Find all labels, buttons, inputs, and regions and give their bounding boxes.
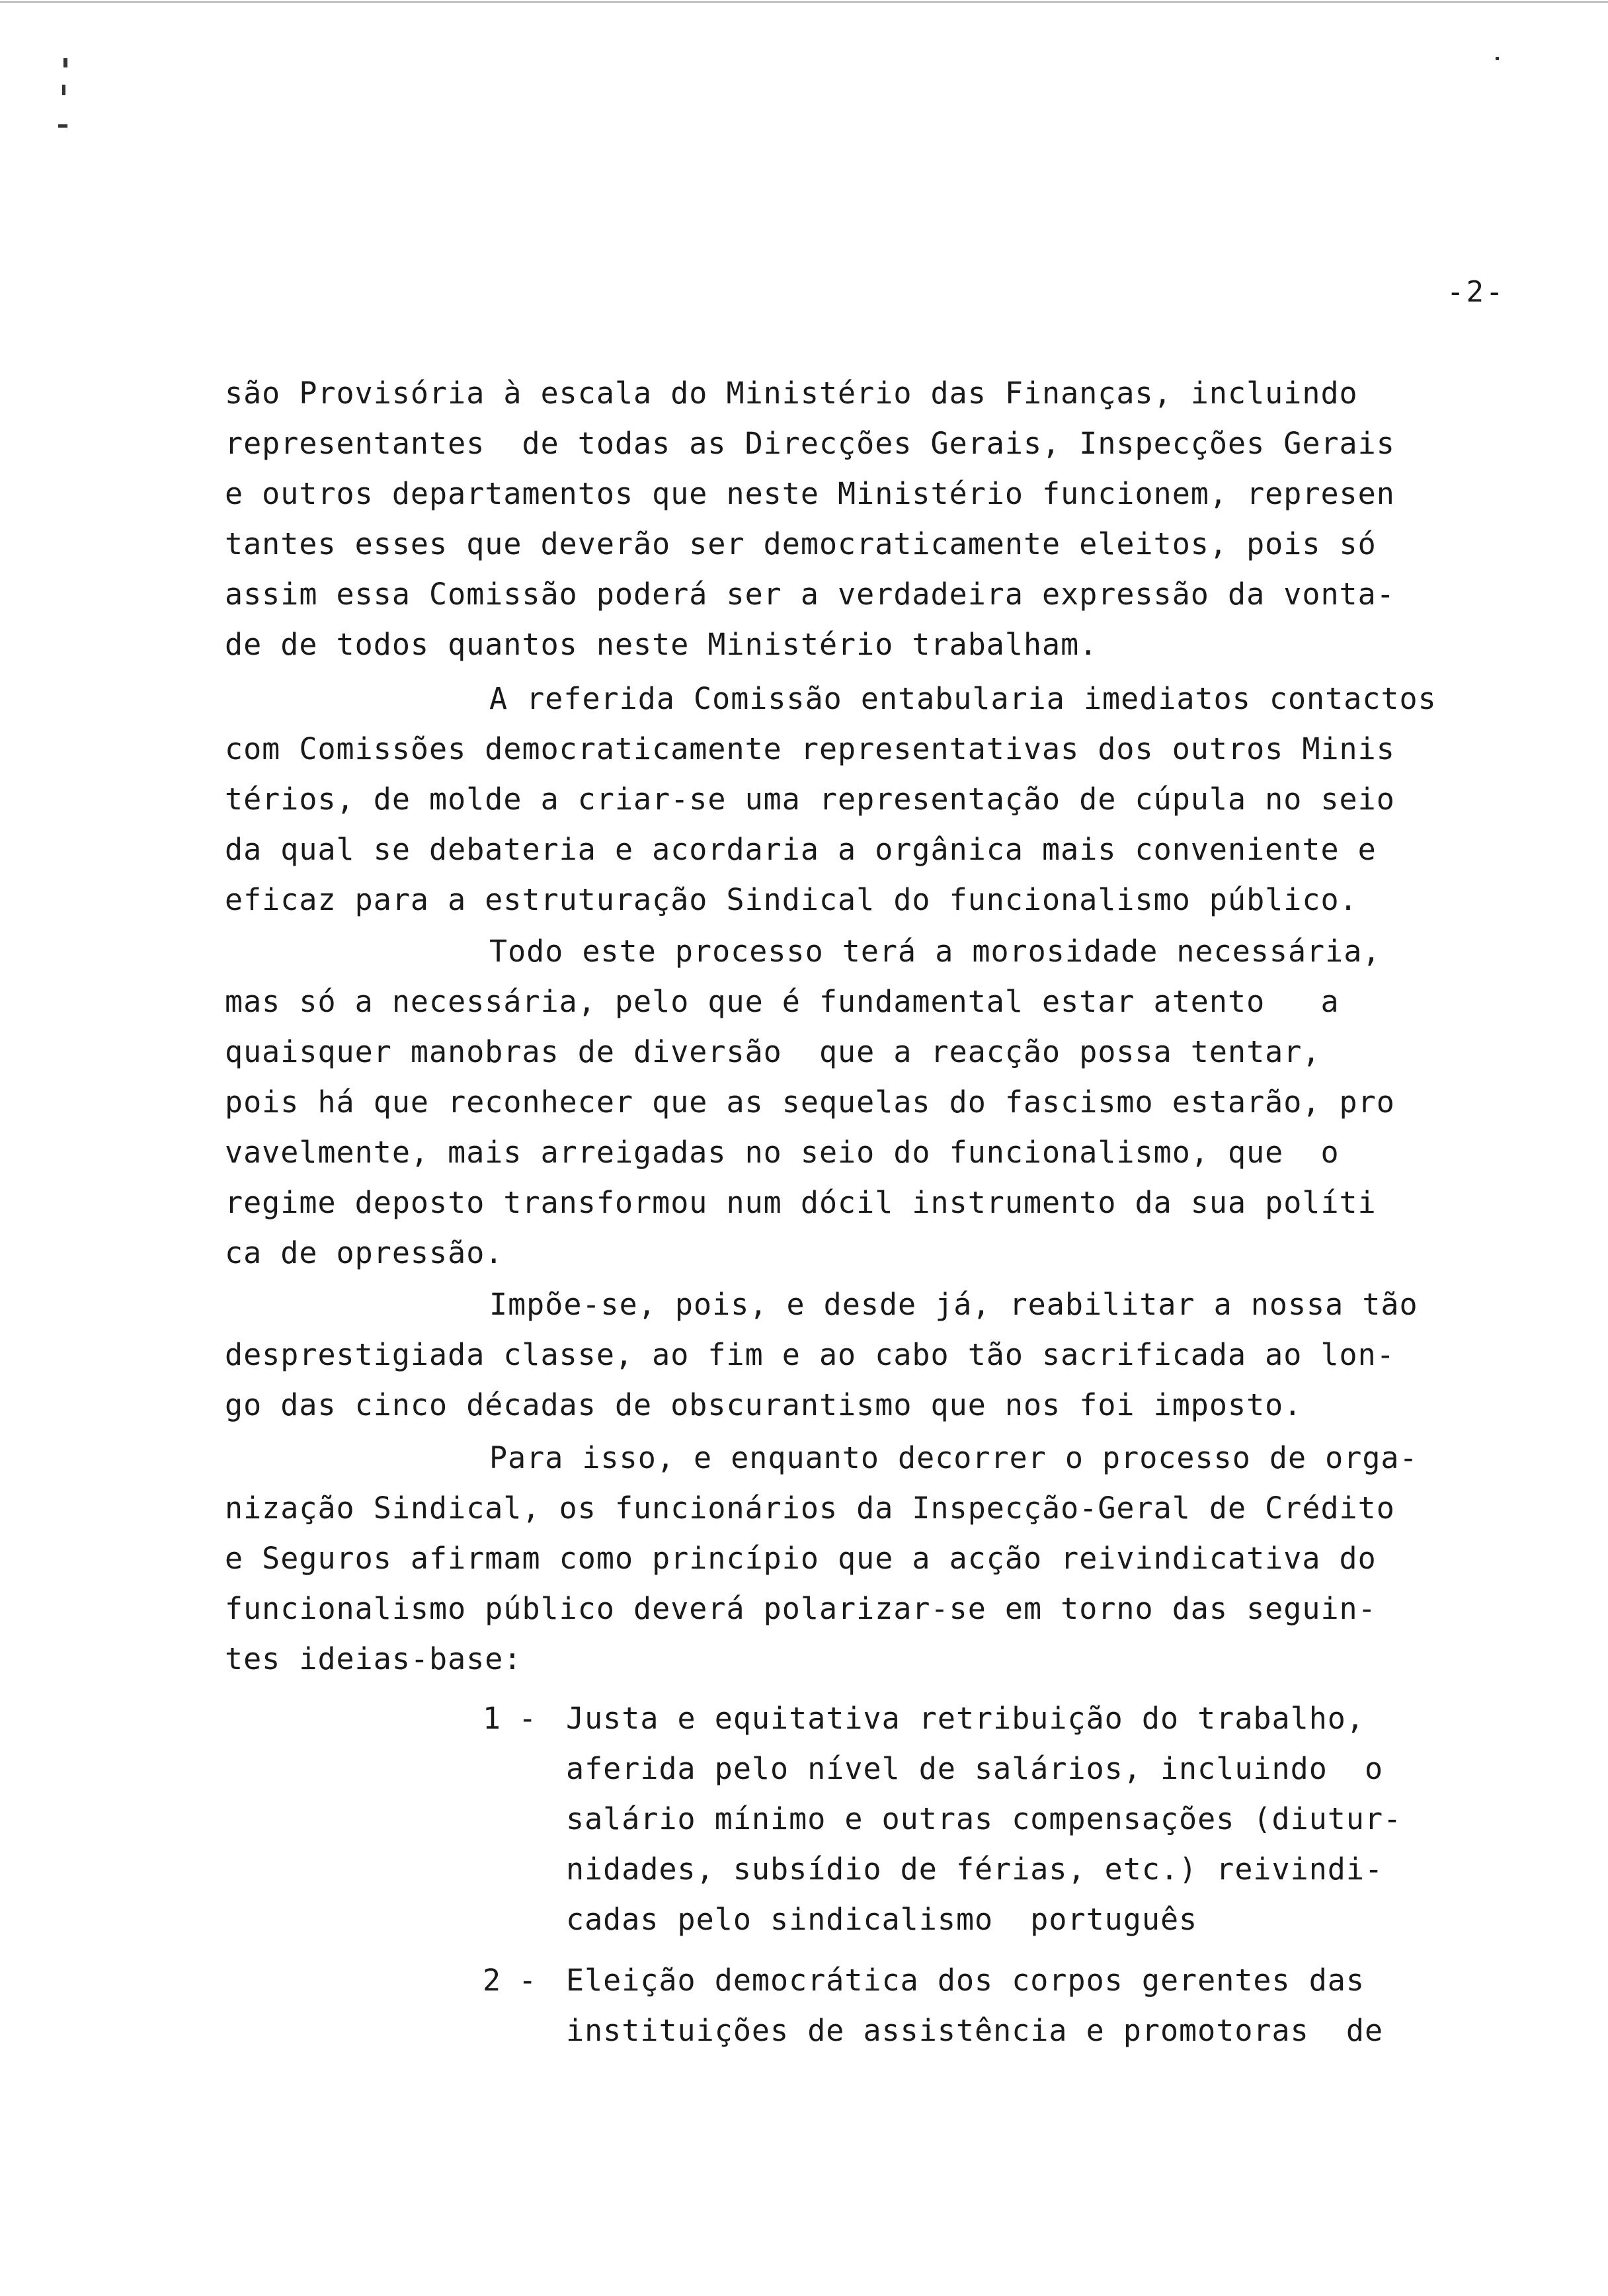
text-line: Justa e equitativa retribuição do trabalho, <box>566 1701 1365 1736</box>
list-item-number: 1 - <box>483 1701 537 1736</box>
text-line: Eleição democrática dos corpos gerentes das <box>566 1963 1365 1998</box>
text-line: instituições de assistência e promotoras de <box>566 2013 1384 2048</box>
page-number: -2- <box>1447 275 1506 309</box>
text-line: pois há que reconhecer que as sequelas do fascismo estarão, pro <box>225 1085 1395 1120</box>
text-line: A referida Comissão entabularia imediatos contactos <box>489 681 1437 716</box>
list-item-number: 2 - <box>483 1963 537 1998</box>
scan-mark <box>1496 57 1499 60</box>
text-line: tantes esses que deverão ser democraticamente eleitos, pois só <box>225 526 1377 561</box>
text-line: da qual se debateria e acordaria a orgânica mais conveniente e <box>225 832 1377 867</box>
scan-mark <box>62 85 65 95</box>
text-line: mas só a necessária, pelo que é fundamental estar atento a <box>225 984 1340 1019</box>
text-line: vavelmente, mais arreigadas no seio do funcionalismo, que o <box>225 1135 1340 1170</box>
text-line: e Seguros afirmam como princípio que a acção reivindicativa do <box>225 1541 1377 1576</box>
text-line: nidades, subsídio de férias, etc.) reivindi- <box>566 1852 1384 1887</box>
text-line: ca de opressão. <box>225 1235 504 1270</box>
text-line: regime deposto transformou num dócil instrumento da sua políti <box>225 1185 1377 1220</box>
text-line: Para isso, e enquanto decorrer o processo de orga- <box>489 1440 1418 1475</box>
text-line: go das cinco décadas de obscurantismo que nos foi imposto. <box>225 1387 1303 1422</box>
text-line: são Provisória à escala do Ministério das Finanças, incluindo <box>225 376 1358 411</box>
scan-mark <box>63 58 67 67</box>
text-line: aferida pelo nível de salários, incluindo o <box>566 1751 1384 1786</box>
text-line: cadas pelo sindicalismo português <box>566 1902 1198 1937</box>
text-line: desprestigiada classe, ao fim e ao cabo tão sacrificada ao lon- <box>225 1337 1395 1372</box>
text-line: assim essa Comissão poderá ser a verdadeira expressão da vonta- <box>225 577 1395 612</box>
text-line: eficaz para a estruturação Sindical do funcionalismo público. <box>225 882 1358 917</box>
text-line: térios, de molde a criar-se uma representação de cúpula no seio <box>225 782 1395 817</box>
scan-mark <box>58 124 67 128</box>
text-line: funcionalismo público deverá polarizar-se em torno das seguin- <box>225 1591 1377 1626</box>
text-line: representantes de todas as Direcções Gerais, Inspecções Gerais <box>225 426 1395 461</box>
text-line: quaisquer manobras de diversão que a reacção possa tentar, <box>225 1034 1321 1069</box>
text-line: Todo este processo terá a morosidade necessária, <box>489 934 1381 969</box>
scan-edge-line <box>0 1 1608 3</box>
text-line: tes ideias-base: <box>225 1641 522 1676</box>
text-line: salário mínimo e outras compensações (diutur- <box>566 1801 1402 1836</box>
text-line: nização Sindical, os funcionários da Inspecção-Geral de Crédito <box>225 1491 1395 1526</box>
text-line: e outros departamentos que neste Ministério funcionem, represen <box>225 476 1395 511</box>
text-line: com Comissões democraticamente representativas dos outros Minis <box>225 731 1395 766</box>
text-line: de de todos quantos neste Ministério trabalham. <box>225 627 1098 662</box>
text-line: Impõe-se, pois, e desde já, reabilitar a nossa tão <box>489 1287 1418 1322</box>
